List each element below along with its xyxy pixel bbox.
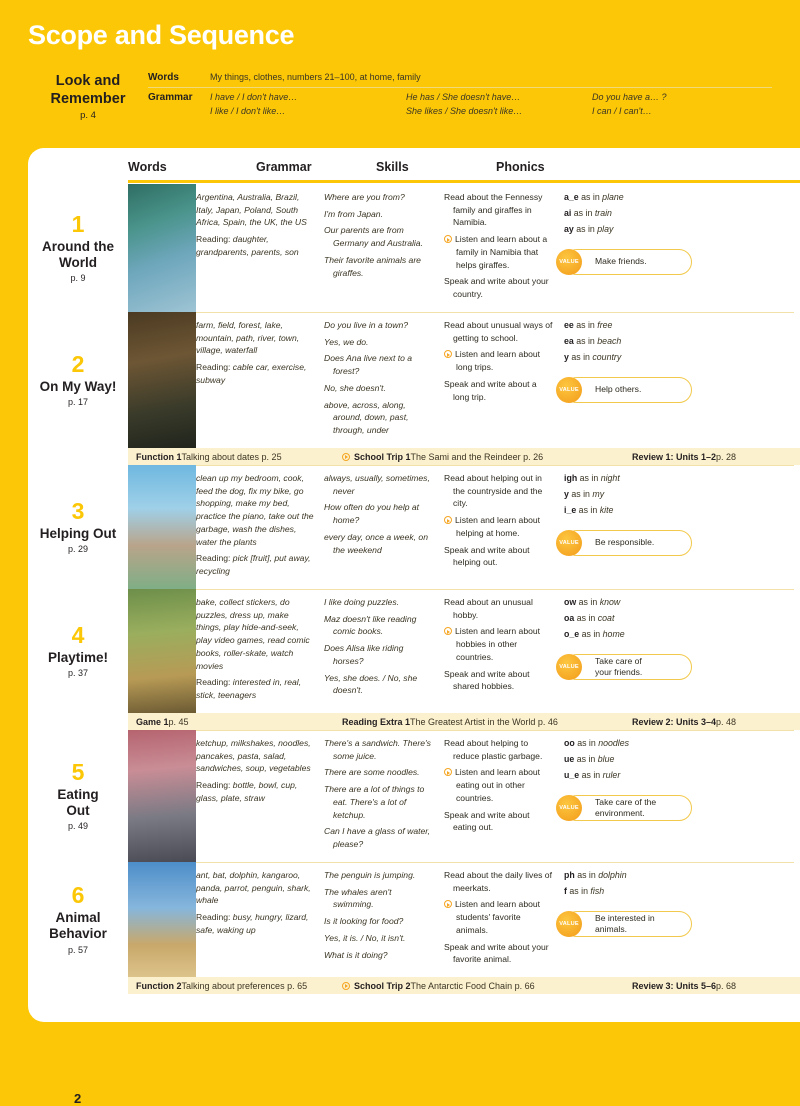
unit-heading-2[interactable] [28,312,128,448]
skill-item: Speak and write about a long trip. [444,378,537,402]
value-badge-label: VALUE [559,386,579,393]
band-segment-2[interactable]: Reading Extra 1 The Greatest Artist in the World p. 46 [342,716,558,727]
unit-page-ref: p. 37 [67,668,89,679]
phonics-item: ay as in play [564,224,614,235]
phonics-item: ue as in blue [564,754,615,765]
lr-words-value: My things, clothes, numbers 21–100, at home, family [210,72,421,82]
look-and-remember-heading [28,68,148,121]
value-text: Help others. [595,384,642,395]
unit-words-cell [196,472,324,582]
value-badge-icon [556,654,582,680]
skill-item: Speak and write about shared hobbies. [444,668,530,692]
phonics-item: u_e as in ruler [564,770,621,781]
unit-phonics-cell [559,191,688,305]
grammar-text: Maz doesn't like reading comic books. [324,613,417,637]
skill-item: Speak and write about eating out. [444,809,530,833]
skill-item: Listen and learn about long trips. [444,348,554,373]
look-and-remember-block [28,68,772,121]
unit-skills-cell [444,869,564,970]
skill-item: Read about an unusual hobby. [444,597,533,620]
phonics-item: ow as in know [564,597,621,607]
words-reading-text: Reading: busy, hungry, lizard, safe, waking up [196,912,309,935]
unit-words-cell [196,737,324,855]
unit-phonics-cell [559,319,688,441]
phonics-item: ai as in train [564,208,612,219]
unit-page-ref: p. 29 [67,544,89,555]
unit-title: Helping Out [39,525,117,541]
band-seg3-label: Review 1: Units 1–2 [632,451,717,462]
band-segment-2[interactable]: School Trip 1 The Sami and the Reindeer p. 26 [342,452,632,462]
value-pill [559,911,692,937]
band-seg2-label: Reading Extra 1 [342,716,411,727]
unit-title: Around the World [42,238,114,270]
column-header-phonics: Phonics [496,160,545,174]
section-band [128,448,800,465]
unit-thumbnail [128,730,196,862]
grammar-text: Does Alisa like riding horses? [324,643,404,666]
unit-words-cell [196,596,324,706]
value-badge-label: VALUE [559,663,579,670]
unit-photo [128,184,196,312]
band-segment-1[interactable]: Game 1 p. 45 [136,716,189,727]
phonics-item: ph as in dolphin [564,870,627,880]
unit-columns [196,184,800,312]
unit-photo [128,862,196,977]
unit-grammar-cell [324,191,444,305]
grammar-text: How often do you help at home? [324,502,420,526]
unit-phonics-cell [559,737,688,855]
audio-play-icon [444,627,452,635]
band-segment-1[interactable]: Function 1 Talking about dates p. 25 [136,451,282,462]
grammar-text: every day, once a week, on the weekend [324,531,428,555]
unit-heading-1[interactable] [28,184,128,312]
skill-item: Listen and learn about students' favorite animals. [444,898,554,936]
lr-grammar-row [148,88,772,121]
grammar-text: Can I have a glass of water, please? [324,826,431,850]
skill-item: Read about the daily lives of meerkats. [444,870,552,893]
phonics-item: y as in country [564,352,622,363]
audio-play-icon [444,350,452,358]
value-text: Be interested in animals. [595,912,655,935]
value-pill [559,654,692,680]
grammar-text: There's a sandwich. There's some juice. [324,738,431,761]
section-band [128,713,800,730]
unit-number: 2 [71,350,85,377]
unit-page-ref: p. 17 [67,397,89,408]
words-text: farm, field, forest, lake, mountain, path, river, town, village, waterfall [196,320,300,356]
unit-phonics-cell [559,472,688,582]
value-badge-icon [556,795,582,821]
unit-columns [196,730,800,862]
column-header-words: Words [128,160,167,174]
phonics-item: ee as in free [564,320,613,330]
unit-skills-cell [444,191,564,305]
unit-number: 5 [71,758,85,785]
unit-photo [128,312,196,448]
value-badge-label: VALUE [559,539,579,546]
column-header-grammar: Grammar [256,160,312,174]
unit-grammar-cell [324,596,444,706]
lr-grammar-columns [210,91,772,118]
phonics-item: oo as in noodles [564,738,630,748]
value-text: Take care of the environment. [595,796,657,819]
value-text: Take care of your friends. [595,655,643,678]
grammar-text: There are a lot of things to eat. There's a lot of ketchup. [324,784,425,820]
unit-title: Eating Out [57,786,99,818]
unit-grammar-cell [324,737,444,855]
grammar-text: above, across, along, around, down, past, through, under [324,399,409,436]
unit-photo [128,589,196,713]
grammar-text: always, usually, sometimes, never [324,473,430,496]
grammar-text: Their favorite animals are giraffes. [324,254,421,278]
value-badge-icon [556,530,582,556]
unit-skills-cell [444,737,564,855]
words-reading-text: Reading: pick [fruit], put away, recycling [196,553,311,577]
phonics-item: igh as in night [564,473,620,483]
unit-title: Animal Behavior [49,910,107,942]
unit-page-ref: p. 49 [67,821,89,832]
words-text: ketchup, milkshakes, noodles, pancakes, pasta, salad, sandwiches, soup, vegetables [196,738,311,774]
skill-item: Speak and write about helping out. [444,544,530,568]
unit-title: On My Way! [39,378,117,394]
words-text: bake, collect stickers, do puzzles, dress up, make things, play hide-and-seek, play video games, read comic books, roller-skate, watch movies [196,597,310,671]
words-reading-text: Reading: cable car, exercise, subway [196,362,307,385]
phonics-item: o_e as in home [564,629,625,640]
unit-skills-cell [444,472,564,582]
unit-grammar-cell [324,319,444,441]
unit-number: 4 [71,621,85,648]
phonics-item: y as in my [564,489,605,500]
audio-play-icon [444,768,452,776]
column-headers [128,160,800,174]
value-badge-label: VALUE [559,258,579,265]
unit-heading-6[interactable] [28,862,128,977]
unit-row [28,465,800,589]
unit-row [28,730,800,862]
band-seg1-label: Function 2 [136,980,182,991]
band-seg2-label: School Trip 1 [354,451,411,462]
skill-item: Read about helping to reduce plastic garbage. [444,738,543,761]
grammar-text: Is it looking for food? [324,916,404,927]
grammar-text: Yes, it is. / No, it isn't. [324,932,406,943]
phonics-item: i_e as in kite [564,505,614,516]
lr-words-row [148,68,772,88]
words-reading-text: Reading: daughter, grandparents, parents, son [196,234,299,257]
section-band [128,977,800,994]
grammar-text: The penguin is jumping. [324,870,416,880]
value-badge-icon [556,911,582,937]
skill-item: Listen and learn about a family in Namibia that helps giraffes. [444,233,554,271]
unit-photo [128,730,196,862]
band-seg2-label: School Trip 2 [354,980,411,991]
unit-phonics-cell [559,596,688,706]
unit-thumbnail [128,862,196,977]
value-pill [559,795,692,821]
lr-grammar-col-1: I have / I don't have… I like / I don't like… [210,92,298,116]
unit-columns [196,312,800,448]
skill-item: Listen and learn about helping at home. [444,514,554,539]
unit-heading-3[interactable] [28,465,128,589]
lr-grammar-col-2: He has / She doesn't have… She likes / She doesn't like… [406,92,523,116]
unit-row [28,862,800,977]
audio-play-icon [444,516,452,524]
unit-heading-5[interactable] [28,730,128,862]
audio-play-icon [444,235,452,243]
unit-number: 3 [71,497,85,524]
unit-thumbnail [128,589,196,713]
skill-item: Speak and write about your country. [444,276,549,300]
value-badge-icon [556,377,582,403]
band-seg1-label: Game 1 [136,716,169,727]
value-badge-icon [556,249,582,275]
unit-thumbnail [128,465,196,589]
unit-number: 6 [71,882,85,909]
unit-row [28,184,800,312]
value-text: Be responsible. [595,537,655,548]
phonics-item: f as in fish [564,886,605,897]
unit-phonics-cell [559,869,688,970]
grammar-text: Our parents are from Germany and Australia. [324,225,423,249]
audio-play-icon [444,900,452,908]
grammar-text: Do you live in a town? [324,320,409,330]
phonics-item: oa as in coat [564,613,615,624]
unit-grammar-cell [324,869,444,970]
band-segment-3[interactable]: Review 2: Units 3–4 p. 48 [632,716,737,727]
unit-row [28,312,800,448]
unit-words-cell [196,869,324,970]
value-badge-label: VALUE [559,920,579,927]
unit-thumbnail [128,184,196,312]
grammar-text: Where are you from? [324,192,405,202]
unit-heading-4[interactable] [28,589,128,713]
grammar-text: I'm from Japan. [324,208,383,219]
unit-columns [196,465,800,589]
grammar-text: Yes, she does. / No, she doesn't. [324,672,418,696]
skill-item: Listen and learn about hobbies in other countries. [444,625,554,663]
band-segment-2[interactable]: School Trip 2 The Antarctic Food Chain p. 66 [342,981,632,991]
band-segment-1[interactable]: Function 2 Talking about preferences p. 65 [136,980,308,991]
unit-grammar-cell [324,472,444,582]
value-pill [559,377,692,403]
value-pill [559,249,692,275]
band-seg1-label: Function 1 [136,451,182,462]
value-badge-label: VALUE [559,804,579,811]
band-seg3-label: Review 2: Units 3–4 [632,716,717,727]
skill-item: Read about unusual ways of getting to school. [444,320,553,343]
grammar-text: The whales aren't swimming. [324,886,392,910]
grammar-text: Does Ana live next to a forest? [324,353,413,377]
unit-columns [196,862,800,977]
skill-item: Speak and write about your favorite animal. [444,941,549,965]
unit-columns [196,589,800,713]
unit-number: 1 [71,210,85,237]
header-rule [128,180,800,183]
page-title: Scope and Sequence [28,20,295,50]
unit-row [28,589,800,713]
grammar-text: Yes, we do. [324,336,369,347]
unit-skills-cell [444,596,564,706]
unit-title: Playtime! [47,649,109,665]
words-text: ant, bat, dolphin, kangaroo, panda, parrot, penguin, shark, whale [196,870,311,906]
lr-grammar-label: Grammar [148,92,193,104]
band-seg3-label: Review 3: Units 5–6 [632,980,717,991]
unit-words-cell [196,319,324,441]
column-header-skills: Skills [376,160,409,174]
page-number: 2 [74,1091,82,1106]
unit-thumbnail [128,312,196,448]
lr-title-line1: Look and [55,73,121,89]
grammar-text: There are some noodles. [324,767,420,778]
lr-grammar-col-3: Do you have a… ? I can / I can't… [592,92,667,116]
lr-title-line2: Remember [50,91,126,108]
unit-page-ref: p. 57 [67,944,89,955]
skill-item: Read about helping out in the countryside and the city. [444,473,543,509]
words-reading-text: Reading: bottle, bowl, cup, glass, plate, straw [196,780,298,803]
value-pill [559,530,692,556]
unit-words-cell [196,191,324,305]
band-segment-3[interactable]: Review 1: Units 1–2 p. 28 [632,451,737,462]
words-text: clean up my bedroom, cook, feed the dog, fix my bike, go shopping, make my bed, practice the piano, take out the garbage, wash the dishes, water the plants [196,473,314,547]
grammar-text: What is it doing? [324,949,388,960]
unit-skills-cell [444,319,564,441]
grammar-text: I like doing puzzles. [324,597,399,607]
lr-page-ref: p. 4 [80,110,96,122]
words-text: Argentina, Australia, Brazil, Italy, Japan, Poland, South Africa, Spain, the UK, the US [196,192,307,228]
grammar-text: No, she doesn't. [324,382,386,393]
audio-play-icon [342,453,350,461]
unit-page-ref: p. 9 [70,273,86,284]
band-segment-3[interactable]: Review 3: Units 5–6 p. 68 [632,980,737,991]
lr-words-label: Words [148,72,179,83]
phonics-item: a_e as in plane [564,192,624,202]
words-reading-text: Reading: interested in, real, stick, teenagers [196,677,302,701]
audio-play-icon [342,982,350,990]
phonics-item: ea as in beach [564,336,622,347]
scope-sequence-card [28,148,800,1106]
skill-item: Read about the Fennessy family and giraffes in Namibia. [444,192,543,228]
value-text: Make friends. [595,256,647,267]
skill-item: Listen and learn about eating out in other countries. [444,766,554,804]
unit-photo [128,465,196,589]
units-list [28,184,800,994]
